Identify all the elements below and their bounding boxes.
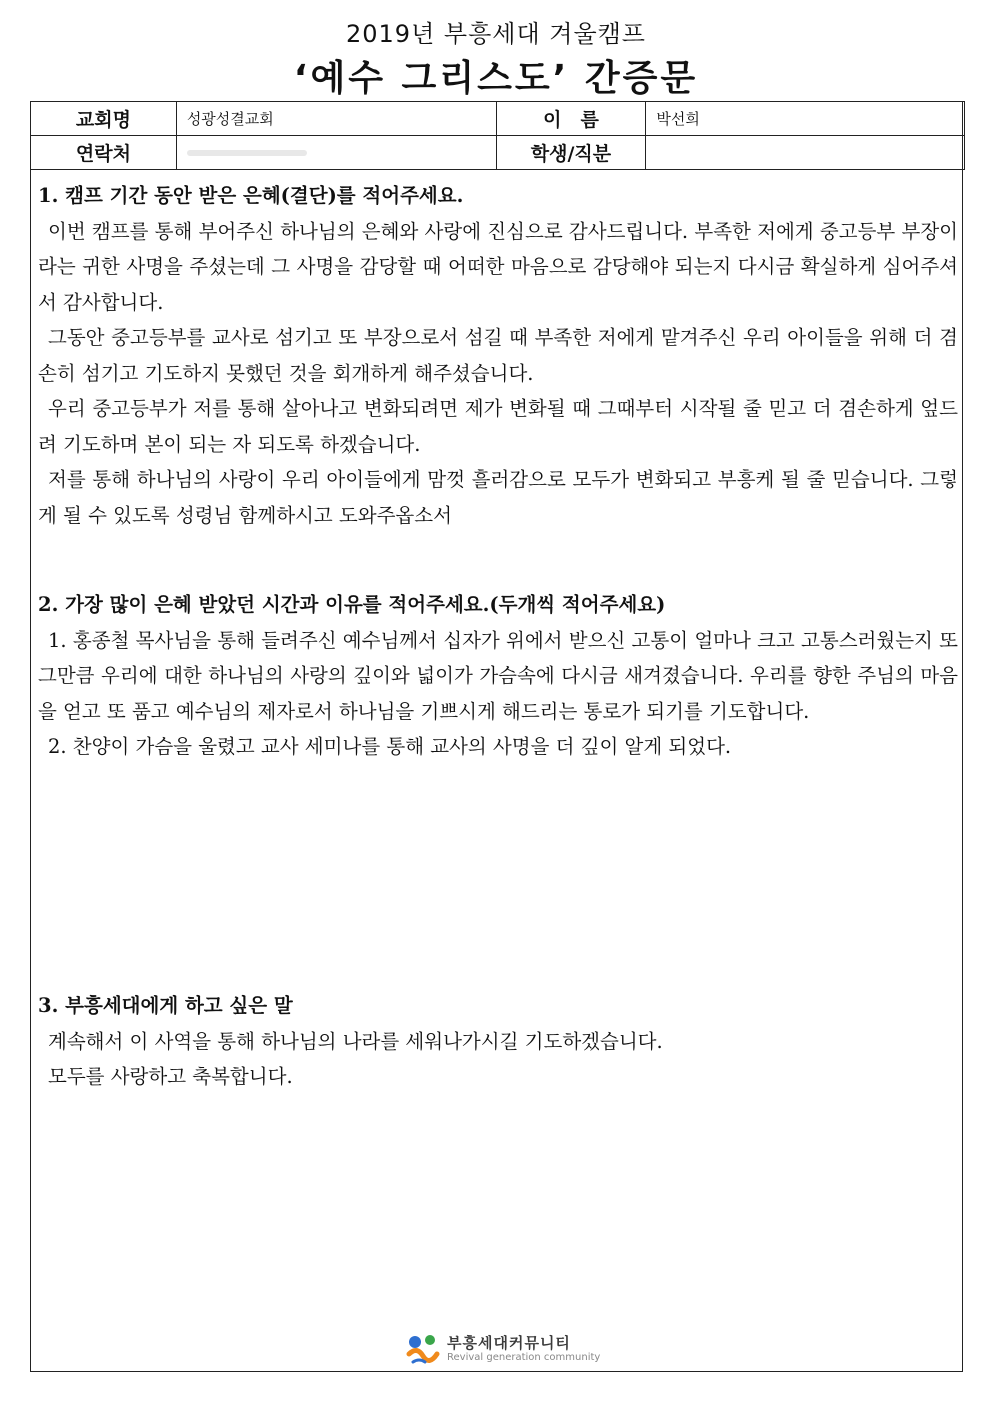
section-1-paragraph: 우리 중고등부가 저를 통해 살아나고 변화되려면 제가 변화될 때 그때부터 시작될 줄 믿고 더 겸손하게 엎드려 기도하며 본이 되는 자 되도록 하겠습니다.: [38, 397, 958, 456]
redacted-contact: [187, 150, 307, 156]
section-2-paragraph: 1. 홍종철 목사님을 통해 들려주신 예수님께서 십자가 위에서 받으신 고통이 얼마나 크고 고통스러웠는지 또 그만큼 우리에 대한 하나님의 사랑의 깊이와 넓이가 가슴속에 다시금 새겨졌습니다. 우리를 향한 주님의 마음을 얻고 또 품고 예수님의 제자로서 하나님을 기쁘시게 해드리는 통로가 되기를 기도합니다.: [38, 628, 958, 723]
section-1-paragraph: 저를 통해 하나님의 사랑이 우리 아이들에게 맘껏 흘러감으로 모두가 변화되고 부흥케 될 줄 믿습니다. 그렇게 될 수 있도록 성령님 함께하시고 도와주옵소서: [38, 468, 958, 527]
contact-label: 연락처: [31, 136, 177, 170]
role-field[interactable]: [646, 136, 965, 170]
name-label: 이 름: [496, 102, 646, 136]
contact-field[interactable]: [176, 136, 496, 170]
section-3-question: 3. 부흥세대에게 하고 싶은 말: [38, 994, 293, 1017]
community-logo-icon: [405, 1332, 441, 1368]
church-field[interactable]: 성광성결교회: [176, 102, 496, 136]
name-field[interactable]: 박선희: [646, 102, 965, 136]
camp-subtitle: 2019년 부흥세대 겨울캠프: [346, 20, 646, 48]
info-table: [30, 101, 965, 170]
section-1: [38, 178, 958, 533]
section-3-paragraph: 계속해서 이 사역을 통해 하나님의 나라를 세워나가시길 기도하겠습니다.: [48, 1029, 663, 1053]
role-label: 학생/직분: [496, 136, 646, 170]
logo-english-text: Revival generation community: [447, 1352, 601, 1363]
section-1-paragraph: 이번 캠프를 통해 부어주신 하나님의 은혜와 사랑에 진심으로 감사드립니다. 부족한 저에게 중고등부 부장이라는 귀한 사명을 주셨는데 그 사명을 감당할 때 어떠한 마음으로 감당해야 되는지 다시금 확실하게 심어주셔서 감사합니다.: [38, 219, 958, 314]
section-2-question: 2. 가장 많이 은혜 받았던 시간과 이유를 적어주세요.(두개씩 적어주세요): [38, 593, 666, 616]
document-title: ‘예수 그리스도’ 간증문: [293, 58, 699, 99]
church-label: 교회명: [31, 102, 177, 136]
section-1-paragraph: 그동안 중고등부를 교사로 섬기고 또 부장으로서 섬길 때 부족한 저에게 맡겨주신 우리 아이들을 위해 더 겸손히 섬기고 기도하지 못했던 것을 회개하게 해주셨습니다.: [38, 326, 958, 385]
section-1-question: 1. 캠프 기간 동안 받은 은혜(결단)를 적어주세요.: [38, 184, 464, 207]
section-2-paragraph: 2. 찬양이 가슴을 울렸고 교사 세미나를 통해 교사의 사명을 더 깊이 알게 되었다.: [48, 735, 732, 758]
community-logo: [405, 1330, 605, 1370]
section-3-paragraph: 모두를 사랑하고 축복합니다.: [48, 1065, 293, 1088]
section-2: [38, 587, 958, 765]
section-3: [38, 988, 958, 1095]
logo-korean-text: 부흥세대커뮤니티: [447, 1334, 571, 1352]
